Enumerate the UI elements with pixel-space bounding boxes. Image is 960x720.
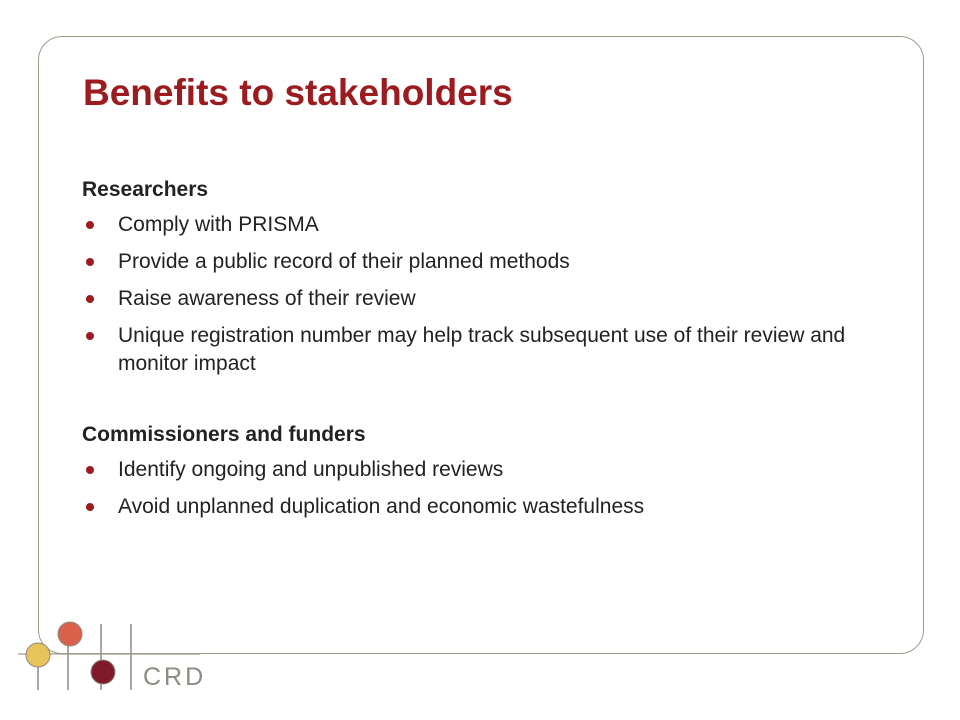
bullet-dot-icon <box>86 332 94 340</box>
slide-content <box>82 175 872 530</box>
bullet-dot-icon <box>86 466 94 474</box>
bullet-list <box>82 211 872 378</box>
bullet-item <box>82 493 872 521</box>
bullet-item <box>82 456 872 484</box>
crd-logo <box>0 600 200 710</box>
bullet-item <box>82 211 872 239</box>
section-heading: Researchers <box>82 178 209 201</box>
bullet-dot-icon <box>86 258 94 266</box>
bullet-text: Identify ongoing and unpublished reviews <box>118 458 504 481</box>
section-heading: Commissioners and funders <box>82 423 366 446</box>
bullet-text: Unique registration number may help track subsequent use of their review and monitor impact <box>118 324 846 375</box>
bullet-item <box>82 248 872 276</box>
section-researchers <box>82 175 872 378</box>
crd-logo-text: CRD <box>143 663 207 691</box>
section-commissioners-funders <box>82 420 872 521</box>
bullet-text: Provide a public record of their planned methods <box>118 250 570 273</box>
bullet-item <box>82 285 872 313</box>
crd-circles-logo-icon <box>0 600 200 710</box>
bullet-list <box>82 456 872 521</box>
bullet-dot-icon <box>86 295 94 303</box>
bullet-dot-icon <box>86 503 94 511</box>
bullet-text: Avoid unplanned duplication and economic wastefulness <box>118 495 645 518</box>
bullet-text: Raise awareness of their review <box>118 287 416 310</box>
bullet-dot-icon <box>86 221 94 229</box>
slide-title: Benefits to stakeholders <box>83 72 513 113</box>
bullet-item <box>82 322 872 378</box>
bullet-text: Comply with PRISMA <box>118 213 319 236</box>
